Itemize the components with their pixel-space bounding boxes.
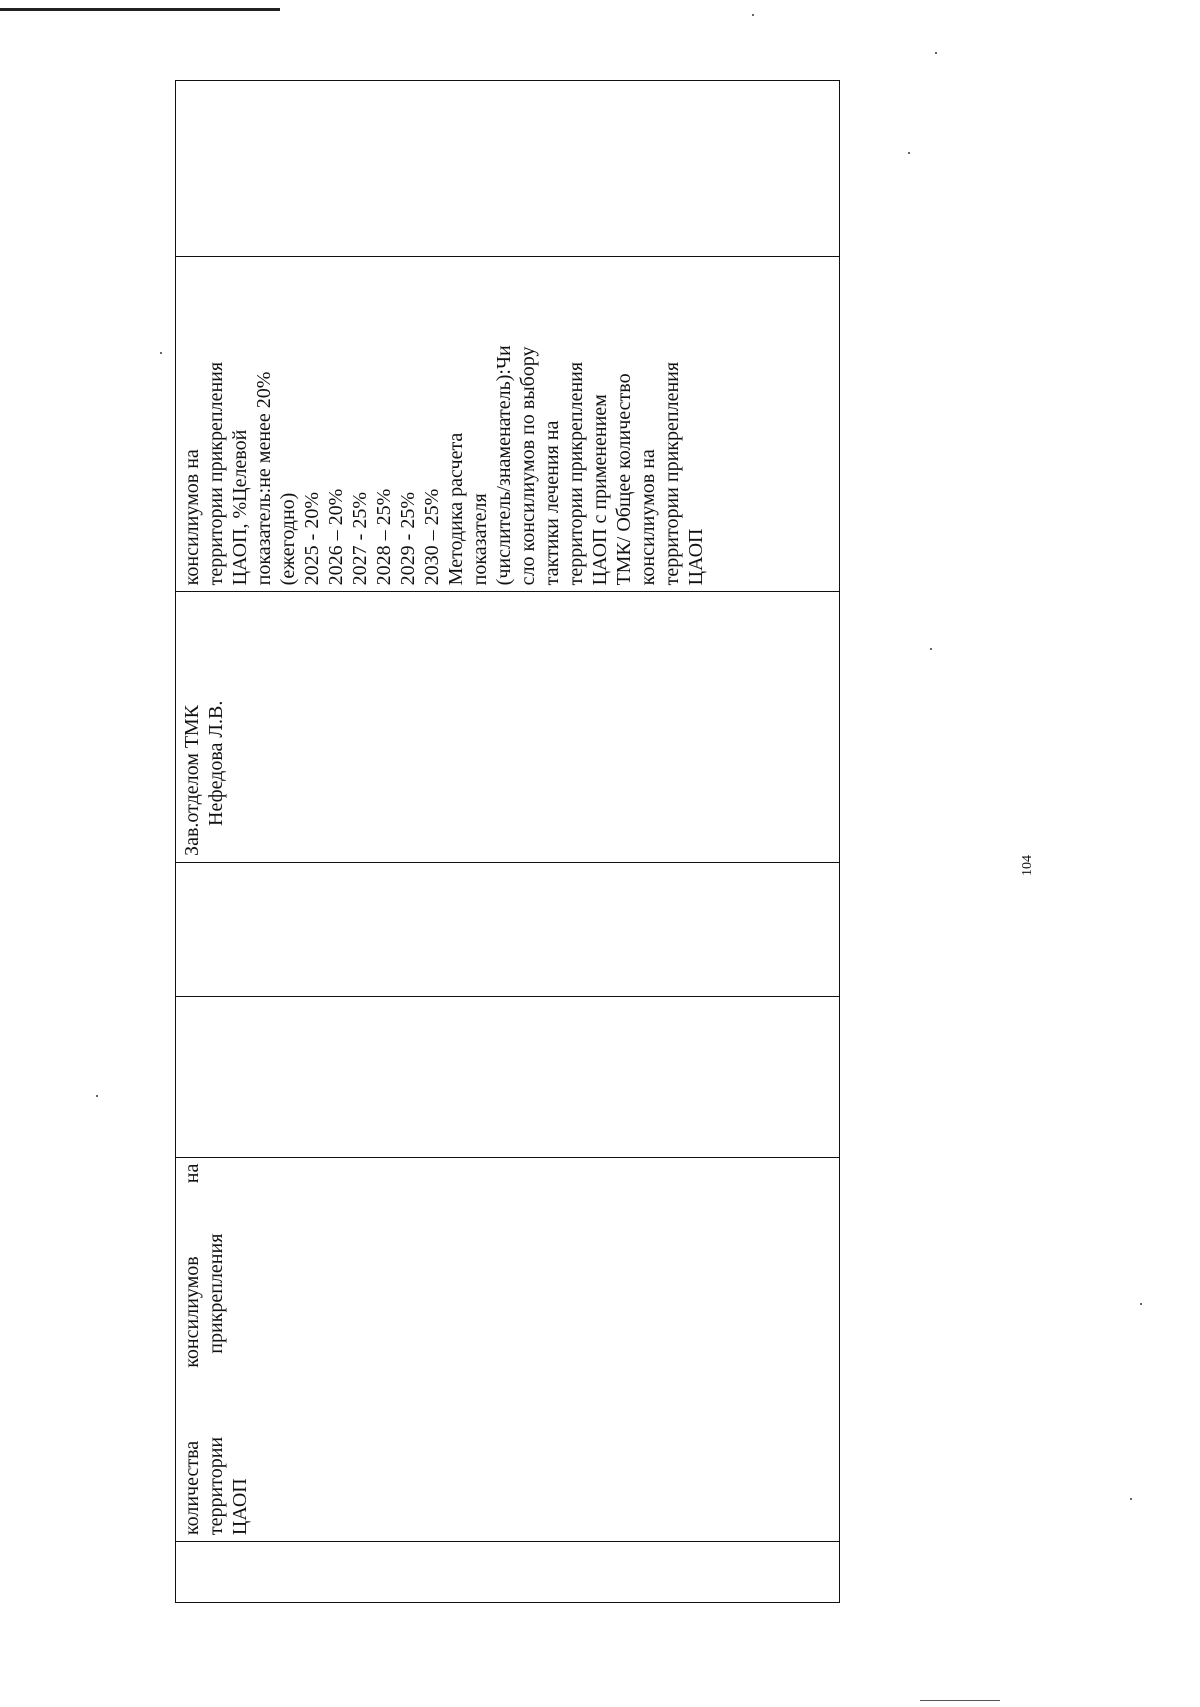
target-line: 2027 - 25%	[349, 491, 371, 586]
table-page-region	[175, 80, 840, 1603]
table-cell-indicator-name	[176, 1157, 839, 1541]
indicator-name-line: ЦАОП	[229, 1478, 251, 1536]
target-line: 2025 - 20%	[301, 491, 323, 586]
target-line: 2030 – 25%	[421, 488, 443, 586]
scan-speck	[930, 648, 932, 650]
table-cell-empty	[176, 862, 839, 996]
scan-speck	[96, 1095, 98, 1097]
target-line: Методика расчета	[445, 432, 467, 586]
scan-top-rule	[0, 8, 280, 11]
scan-bottom-rule	[920, 1700, 1000, 1701]
indicator-name-line: количества консилиумов на	[181, 1163, 203, 1536]
scan-speck	[752, 14, 754, 16]
target-line: сло консилиумов по выбору	[517, 346, 539, 586]
table-cell-empty	[176, 81, 839, 256]
target-line: 2029 - 25%	[397, 491, 419, 586]
target-line: ЦАОП с применением	[589, 394, 611, 586]
target-line: консилиумов на	[637, 449, 659, 586]
table-cell-number	[176, 1541, 839, 1602]
target-line: показателя	[469, 493, 491, 586]
page-number: 104	[1020, 855, 1035, 876]
scan-speck	[1140, 1303, 1142, 1305]
target-line: 2028 – 25%	[373, 488, 395, 586]
target-line: территории прикрепления	[661, 361, 683, 586]
target-line: (ежегодно)	[277, 492, 299, 586]
table-cell-target-value	[176, 256, 839, 592]
target-line: территории прикрепления	[565, 361, 587, 586]
table-cell-responsible	[176, 591, 839, 862]
target-line: показатель:не менее 20%	[253, 371, 275, 586]
responsible-name: Нефедова Л.В.	[205, 700, 227, 826]
scan-speck	[160, 352, 162, 354]
target-line: территории прикрепления	[205, 361, 227, 586]
scan-speck	[908, 152, 910, 154]
responsible-position: Зав.отделом ТМК	[181, 705, 203, 856]
indicator-name-line: территории прикрепления	[205, 1233, 227, 1536]
scan-speck	[1130, 1498, 1132, 1500]
target-line: ТМК/ Общее количество	[613, 373, 635, 586]
target-line: 2026 – 20%	[325, 488, 347, 586]
scan-speck	[935, 52, 937, 54]
target-line: тактики лечения на	[541, 420, 563, 586]
target-line: (числитель/знаменатель):Чи	[493, 345, 515, 586]
table-cell-empty	[176, 996, 839, 1157]
target-line: консилиумов на	[181, 449, 203, 586]
target-line: ЦАОП	[685, 528, 707, 586]
target-line: ЦАОП, %Целевой	[229, 429, 251, 586]
indicator-table	[175, 80, 840, 1603]
